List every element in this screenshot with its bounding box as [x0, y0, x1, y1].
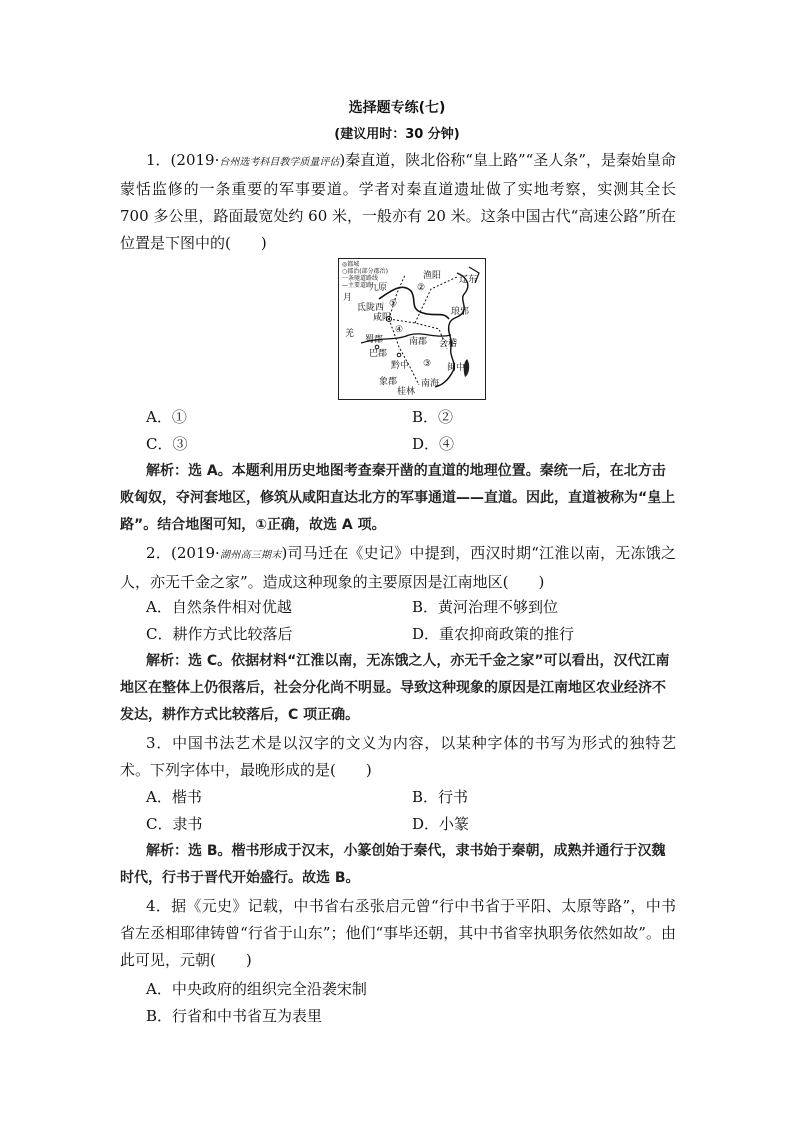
question-1-option-c: C．③ — [146, 435, 188, 453]
map-label-xianyang: 咸阳 — [373, 313, 392, 323]
question-3-analysis: 解析：选 B。楷书形成于汉末，小篆创始于秦代，隶书始于秦朝，成熟并通行于汉魏时代，行书于晋代开始盛行。故选 B。 — [120, 843, 666, 886]
question-1-analysis: 解析：选 A。本题利用历史地图考查秦开凿的直道的地理位置。秦统一后，在北方击败匈奴，夺河套地区，修筑从咸阳直达北方的军事通道——直道。因此，直道被称为“皇上路”。结合地图可知，①正确，故选 A 项。 — [120, 463, 676, 533]
map-label-yuyang: 渔阳 — [423, 271, 442, 281]
map-label-qianzhong: 黔中 — [391, 361, 410, 371]
legend-item: 一条驰道路线 — [342, 275, 379, 282]
map-label-marker-2: ② — [417, 283, 426, 293]
map-label-jiuyuan: 九原 — [369, 283, 388, 293]
question-2-number: 2．(2019· — [146, 544, 220, 562]
question-2-analysis: 解析：选 C。依据材料“江淮以南，无冻饿之人，亦无千金之家”可以看出，汉代江南地区在整体上仍很落后，社会分化尚不明显。导致这种现象的原因是江南地区农业经济不发达，耕作方式比较落后，C 项正确。 — [120, 653, 670, 723]
qin-roads-map — [338, 258, 486, 400]
map-label-shujun: 蜀郡 — [365, 335, 384, 345]
question-1-option-a: A．① — [146, 408, 187, 426]
question-2-option-a: A．自然条件相对优越 — [146, 598, 292, 616]
map-label-marker-3: ③ — [423, 359, 432, 369]
map-label-marker-4: ④ — [395, 325, 404, 335]
question-1-option-d: D．④ — [412, 435, 455, 453]
question-1-source: 台州选考科目教学质量评估 — [219, 157, 340, 168]
map-label-yue: 月 — [343, 293, 353, 303]
question-3-option-b: B．行书 — [412, 788, 469, 806]
legend-item: ◎都城 — [342, 261, 360, 268]
map-label-marker-1: ① — [389, 299, 398, 309]
question-3-stem: 3．中国书法艺术是以汉字的文义为内容，以某种字体的书写为形式的独特艺术。下列字体中，最晚形成的是( ) — [120, 734, 676, 779]
question-2-text: )司马迁在《史记》中提到，西汉时期“江淮以南，无冻饿之人，亦无千金之家”。造成这种现象的主要原因是江南地区( ) — [120, 544, 676, 591]
legend-item: —主要道路 — [342, 282, 373, 289]
question-1-option-b: B．② — [412, 408, 454, 426]
map-label-liaodong: 辽东 — [459, 275, 478, 285]
question-2-option-b: B．黄河治理不够到位 — [412, 598, 559, 616]
question-3-option-d: D．小篆 — [412, 815, 470, 833]
question-4-option-b: B．行省和中书省互为表里 — [146, 1007, 323, 1025]
question-2-option-c: C．耕作方式比较落后 — [146, 625, 293, 643]
map-label-guilin: 桂林 — [397, 387, 416, 397]
map-label-nanjun: 南郡 — [409, 337, 428, 347]
question-4-option-a: A．中央政府的组织完全沿袭宋制 — [146, 980, 367, 998]
map-label-longxi: 氐陇西 — [357, 303, 385, 313]
question-3-option-a: A．楷书 — [146, 788, 202, 806]
map-label-kuaiji: 会稽 — [439, 339, 458, 349]
map-label-langye: 琅邪 — [451, 307, 470, 317]
question-4-stem: 4．据《元史》记载，中书省右丞张启元曾“行中书省于平阳、太原等路”，中书省左丞相耶律铸曾“行省于山东”；他们“事毕还朝，其中书省宰执职务依然如故”。由此可见，元朝( ) — [120, 897, 676, 969]
map-label-nanhai: 南海 — [421, 379, 440, 389]
question-2-option-d: D．重农抑商政策的推行 — [412, 625, 575, 643]
question-1-number: 1．(2019· — [146, 151, 220, 169]
question-1-text: )秦直道，陕北俗称“皇上路”“圣人条”，是秦始皇命蒙恬监修的一条重要的军事要道。学者对秦直道遗址做了实地考察，实测其全长 700 多公里，路面最宽处约 60 米，一般亦有 20 米。这条中国古代“高速公路”所在位置是下图中的( ) — [120, 151, 677, 252]
map-label-qiang: 羌 — [345, 329, 355, 339]
map-label-bajun: 巴郡 — [369, 349, 388, 359]
legend-item: ○郡治(部分郡治) — [342, 268, 388, 275]
question-1-stem — [120, 147, 676, 257]
map-label-minzhong: 闽中 — [447, 363, 466, 373]
question-2-source: 湖州高三期末 — [219, 550, 282, 561]
page-title: 选择题专练(七) — [348, 100, 446, 116]
map-label-xiangjun: 象郡 — [379, 377, 398, 387]
question-3-option-c: C．隶书 — [146, 815, 203, 833]
question-2-stem — [120, 540, 676, 596]
page-subtitle: (建议用时：30 分钟) — [334, 127, 460, 142]
